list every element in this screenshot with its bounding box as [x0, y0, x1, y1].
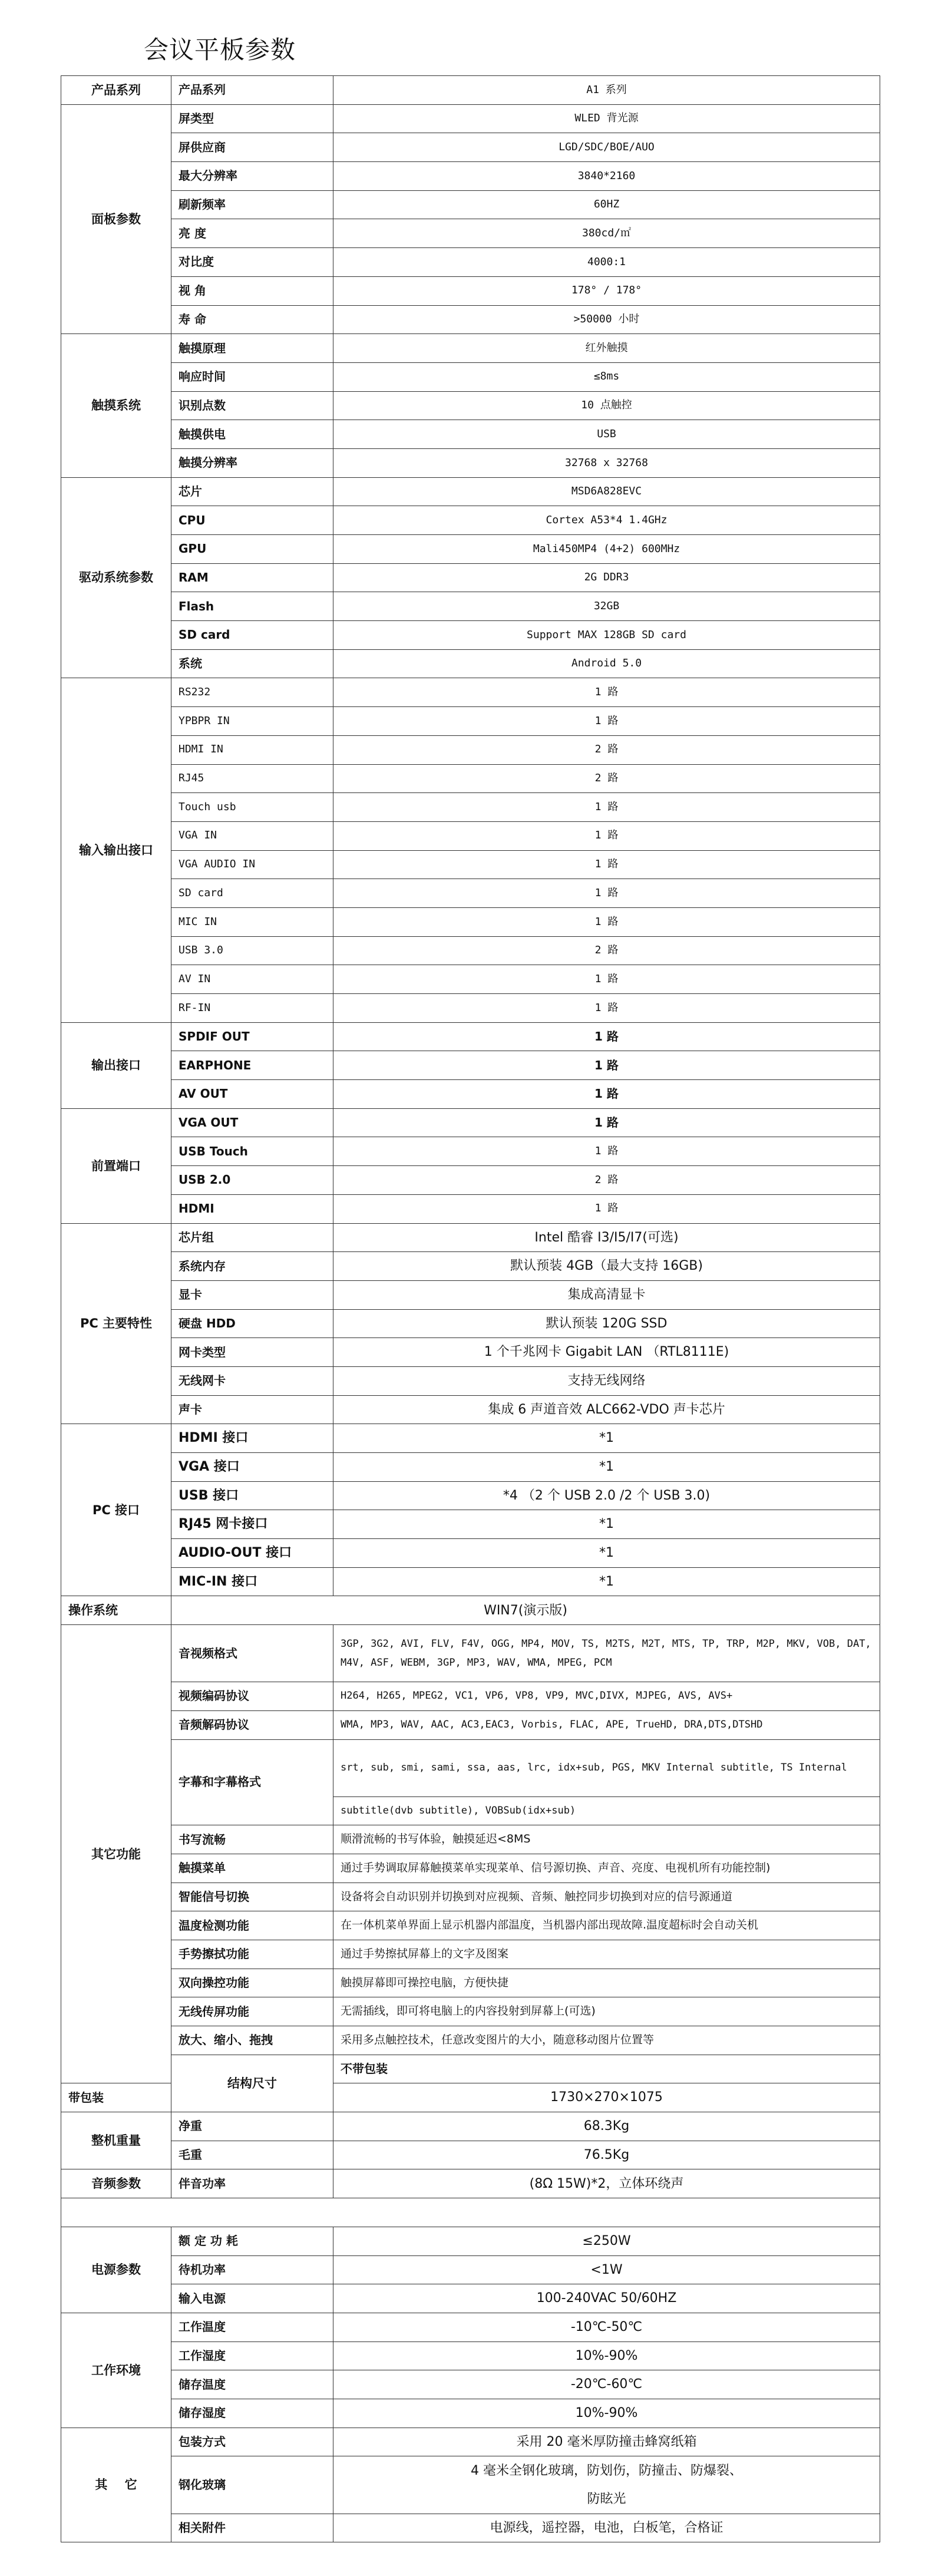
param-value: ≤8ms: [333, 362, 880, 391]
param-name: SD card: [171, 879, 333, 908]
param-name: 亮 度: [171, 219, 333, 248]
param-value: 4000:1: [333, 248, 880, 277]
param-name: USB 2.0: [171, 1166, 333, 1195]
param-name: SD card: [171, 621, 333, 650]
param-value: 1 路: [333, 907, 880, 936]
param-value: 通过手势擦拭屏幕上的文字及图案: [333, 1940, 880, 1969]
param-name: 工作湿度: [171, 2341, 333, 2370]
param-value: 采用 20 毫米厚防撞击蜂窝纸箱: [333, 2428, 880, 2456]
table-row: [61, 1309, 880, 1338]
param-value: H264, H265, MPEG2, VC1, VP6, VP8, VP9, MVC,DIVX, MJPEG, AVS, AVS+: [333, 1682, 880, 1711]
table-row: [61, 448, 880, 477]
param-name: 系统内存: [171, 1252, 333, 1281]
page-title: 会议平板参数: [144, 35, 296, 64]
table-row: [61, 162, 880, 191]
param-value: Intel 酷睿 I3/I5/I7(可选): [333, 1223, 880, 1252]
param-value: 68.3Kg: [333, 2112, 880, 2141]
param-name: 输入电源: [171, 2284, 333, 2313]
table-row: [61, 563, 880, 592]
table-row: [61, 1166, 880, 1195]
table-row: [61, 1280, 880, 1309]
param-value: 默认预装 4GB（最大支持 16GB): [333, 1252, 880, 1281]
section-gap: [61, 2198, 880, 2227]
param-name: 触摸供电: [171, 420, 333, 449]
param-value: Android 5.0: [333, 649, 880, 678]
category-cell: 电源参数: [61, 2227, 171, 2313]
table-row: [61, 1510, 880, 1539]
table-row: [61, 1682, 880, 1711]
param-value: A1 系列: [333, 76, 880, 105]
table-row: [61, 879, 880, 908]
table-row: [61, 907, 880, 936]
table-row: [61, 850, 880, 879]
param-value: -20℃-60℃: [333, 2370, 880, 2399]
param-name: 待机功率: [171, 2255, 333, 2284]
param-name: USB Touch: [171, 1137, 333, 1166]
param-name: RAM: [171, 563, 333, 592]
param-name: 储存湿度: [171, 2399, 333, 2428]
param-value: 设备将会自动识别并切换到对应视频、音频、触控同步切换到对应的信号源通道: [333, 1883, 880, 1911]
table-row: [61, 2341, 880, 2370]
param-name: 识别点数: [171, 391, 333, 420]
param-value: 1 路: [333, 994, 880, 1023]
category-cell: PC 主要特性: [61, 1223, 171, 1424]
category-cell: 整机重量: [61, 2112, 171, 2169]
table-row: [61, 1854, 880, 1883]
table-row: [61, 535, 880, 564]
table-row: [61, 1194, 880, 1223]
param-name: 音频解码协议: [171, 1710, 333, 1739]
param-name: USB 接口: [171, 1481, 333, 1510]
param-name: 书写流畅: [171, 1825, 333, 1854]
param-name: RJ45: [171, 764, 333, 793]
param-name: MIC IN: [171, 907, 333, 936]
table-row: [61, 821, 880, 850]
param-value: 支持无线网络: [333, 1366, 880, 1395]
category-cell: PC 接口: [61, 1424, 171, 1596]
param-value: 2 路: [333, 764, 880, 793]
param-value: subtitle(dvb subtitle), VOBSub(idx+sub): [333, 1796, 880, 1825]
table-row: [61, 305, 880, 334]
table-row: [61, 219, 880, 248]
param-value: Support MAX 128GB SD card: [333, 621, 880, 650]
param-value: 32768 x 32768: [333, 448, 880, 477]
param-value: 4 毫米全钢化玻璃，防划伤，防撞击、防爆裂、: [333, 2456, 880, 2485]
param-value: 红外触摸: [333, 334, 880, 363]
table-row: [61, 1252, 880, 1281]
param-name: 屏供应商: [171, 133, 333, 162]
table-row: [61, 2456, 880, 2485]
param-name: 触摸分辨率: [171, 448, 333, 477]
table-row: [61, 592, 880, 621]
param-value: Mali450MP4 (4+2) 600MHz: [333, 535, 880, 564]
table-row: [61, 1453, 880, 1482]
param-name: 对比度: [171, 248, 333, 277]
param-name: 净重: [171, 2112, 333, 2141]
param-name: 视频编码协议: [171, 1682, 333, 1711]
table-row: [61, 2026, 880, 2055]
category-cell: 其 它: [61, 2428, 171, 2542]
param-name: AUDIO-OUT 接口: [171, 1539, 333, 1568]
param-value: 1 路: [333, 879, 880, 908]
table-row: [61, 1366, 880, 1395]
gap-cell: [61, 2198, 880, 2227]
param-value: USB: [333, 420, 880, 449]
param-value: 10%-90%: [333, 2399, 880, 2428]
param-name: 硬盘 HDD: [171, 1309, 333, 1338]
table-row: [61, 1940, 880, 1969]
param-value: 1 路: [333, 850, 880, 879]
param-value: ≤250W: [333, 2227, 880, 2255]
param-value: -10℃-50℃: [333, 2313, 880, 2341]
table-row: [61, 1424, 880, 1453]
param-name: SPDIF OUT: [171, 1022, 333, 1051]
param-value: >50000 小时: [333, 305, 880, 334]
param-value: *1: [333, 1453, 880, 1482]
param-name: MIC-IN 接口: [171, 1567, 333, 1596]
param-value: 默认预装 120G SSD: [333, 1309, 880, 1338]
table-row: [61, 362, 880, 391]
param-name: 芯片组: [171, 1223, 333, 1252]
table-row: [61, 334, 880, 363]
table-row: [61, 104, 880, 133]
param-value: <1W: [333, 2255, 880, 2284]
param-name: GPU: [171, 535, 333, 564]
param-value: *1: [333, 1424, 880, 1453]
param-value: 1 路: [333, 793, 880, 822]
param-name: VGA IN: [171, 821, 333, 850]
param-value: 触摸屏幕即可操控电脑，方便快捷: [333, 1969, 880, 1997]
param-name: 毛重: [171, 2141, 333, 2169]
param-name: RS232: [171, 678, 333, 707]
table-row: [61, 2255, 880, 2284]
param-name: 触摸菜单: [171, 1854, 333, 1883]
param-name: 音视频格式: [171, 1625, 333, 1682]
table-row: [61, 76, 880, 105]
param-name: 带包装: [61, 2083, 171, 2112]
category-cell: 面板参数: [61, 104, 171, 334]
param-value: 无需插线，即可将电脑上的内容投射到屏幕上(可选): [333, 1997, 880, 2026]
param-name: YPBPR IN: [171, 707, 333, 736]
param-name: 无线网卡: [171, 1366, 333, 1395]
param-name: 寿 命: [171, 305, 333, 334]
table-row: [61, 2399, 880, 2428]
table-row: [61, 2428, 880, 2456]
param-name: Flash: [171, 592, 333, 621]
param-name: EARPHONE: [171, 1051, 333, 1080]
param-name: 手势擦拭功能: [171, 1940, 333, 1969]
table-row: [61, 1883, 880, 1911]
param-name: 声卡: [171, 1395, 333, 1424]
param-value: 1 个千兆网卡 Gigabit LAN （RTL8111E): [333, 1338, 880, 1367]
param-name: 相关附件: [171, 2514, 333, 2542]
param-value: 3840*2160: [333, 162, 880, 191]
param-value: *1: [333, 1539, 880, 1568]
param-value: WLED 背光源: [333, 104, 880, 133]
param-value: 1 路: [333, 821, 880, 850]
table-row: [61, 1108, 880, 1137]
param-name: AV IN: [171, 965, 333, 994]
table-row: [61, 2313, 880, 2341]
param-name: 温度检测功能: [171, 1911, 333, 1940]
param-value: WIN7(演示版): [171, 1596, 880, 1625]
table-row: [61, 1911, 880, 1940]
table-row: [61, 2169, 880, 2198]
param-name: 芯片: [171, 477, 333, 506]
param-value: Cortex A53*4 1.4GHz: [333, 506, 880, 535]
param-value: 集成高清显卡: [333, 1280, 880, 1309]
category-cell: 音频参数: [61, 2169, 171, 2198]
param-value: 通过手势调取屏幕触摸菜单实现菜单、信号源切换、声音、亮度、电视机所有功能控制): [333, 1854, 880, 1883]
param-value: 1 路: [333, 1137, 880, 1166]
param-name: 放大、缩小、拖拽: [171, 2026, 333, 2055]
table-row: [61, 1223, 880, 1252]
param-name: 不带包装: [333, 2055, 880, 2083]
table-row: [61, 190, 880, 219]
table-row: [61, 2370, 880, 2399]
param-name: 无线传屏功能: [171, 1997, 333, 2026]
param-name: 刷新频率: [171, 190, 333, 219]
param-name: 视 角: [171, 276, 333, 305]
param-name: HDMI IN: [171, 735, 333, 764]
table-row: [61, 1625, 880, 1682]
param-value: 10%-90%: [333, 2341, 880, 2370]
param-value: 10 点触控: [333, 391, 880, 420]
table-row: [61, 1481, 880, 1510]
param-name: 系统: [171, 649, 333, 678]
param-name: 显卡: [171, 1280, 333, 1309]
param-name: 储存温度: [171, 2370, 333, 2399]
table-row: [61, 994, 880, 1023]
table-row: [61, 2227, 880, 2255]
param-name: RJ45 网卡接口: [171, 1510, 333, 1539]
param-value: 2 路: [333, 936, 880, 965]
param-name: 响应时间: [171, 362, 333, 391]
param-value: 1 路: [333, 1108, 880, 1137]
table-row: [61, 477, 880, 506]
table-row: [61, 1825, 880, 1854]
table-row: [61, 1739, 880, 1796]
param-name: 包装方式: [171, 2428, 333, 2456]
category-cell: 驱动系统参数: [61, 477, 171, 678]
param-value: 178° / 178°: [333, 276, 880, 305]
param-name: VGA OUT: [171, 1108, 333, 1137]
param-value: WMA, MP3, WAV, AAC, AC3,EAC3, Vorbis, FLAC, APE, TrueHD, DRA,DTS,DTSHD: [333, 1710, 880, 1739]
param-value: srt, sub, smi, sami, ssa, aas, lrc, idx+sub, PGS, MKV Internal subtitle, TS Internal: [333, 1739, 880, 1796]
param-value: 采用多点触控技术，任意改变图片的大小，随意移动图片位置等: [333, 2026, 880, 2055]
table-row: [61, 793, 880, 822]
category-cell: 操作系统: [61, 1596, 171, 1625]
table-row: [61, 2112, 880, 2141]
table-row: [61, 1567, 880, 1596]
table-row: [61, 1080, 880, 1109]
param-name: 产品系列: [171, 76, 333, 105]
param-value: 1 路: [333, 965, 880, 994]
table-row: [61, 276, 880, 305]
param-name: Touch usb: [171, 793, 333, 822]
param-value: 1 路: [333, 678, 880, 707]
spec-table: [61, 75, 880, 2542]
param-name: 智能信号切换: [171, 1883, 333, 1911]
param-name: 额 定 功 耗: [171, 2227, 333, 2255]
param-name: RF-IN: [171, 994, 333, 1023]
category-cell: 结构尺寸: [171, 2055, 333, 2112]
category-cell: 其它功能: [61, 1625, 171, 2083]
category-cell: 前置端口: [61, 1108, 171, 1223]
param-value: 电源线，遥控器，电池，白板笔，合格证: [333, 2514, 880, 2542]
table-row: [61, 391, 880, 420]
param-name: AV OUT: [171, 1080, 333, 1109]
param-value: 32GB: [333, 592, 880, 621]
table-row: [61, 2284, 880, 2313]
table-row: [61, 133, 880, 162]
param-value: 1 路: [333, 1194, 880, 1223]
category-cell: 输出接口: [61, 1022, 171, 1108]
param-value: *4 （2 个 USB 2.0 /2 个 USB 3.0): [333, 1481, 880, 1510]
param-value: 集成 6 声道音效 ALC662-VDO 声卡芯片: [333, 1395, 880, 1424]
table-row: [61, 965, 880, 994]
param-value: 380cd/㎡: [333, 219, 880, 248]
param-value: 1 路: [333, 1080, 880, 1109]
param-value: MSD6A828EVC: [333, 477, 880, 506]
param-name: 钢化玻璃: [171, 2456, 333, 2514]
table-row: [61, 1596, 880, 1625]
param-name: USB 3.0: [171, 936, 333, 965]
param-name: 字幕和字幕格式: [171, 1739, 333, 1825]
param-value: 2 路: [333, 735, 880, 764]
param-value: *1: [333, 1567, 880, 1596]
param-name: HDMI 接口: [171, 1424, 333, 1453]
param-name: 屏类型: [171, 104, 333, 133]
param-value: (8Ω 15W)*2，立体环绕声: [333, 2169, 880, 2198]
param-name: 最大分辨率: [171, 162, 333, 191]
table-row: [61, 506, 880, 535]
param-value: 在一体机菜单界面上显示机器内部温度，当机器内部出现故障.温度超标时会自动关机: [333, 1911, 880, 1940]
category-cell: 触摸系统: [61, 334, 171, 477]
table-row: [61, 420, 880, 449]
param-value: 100-240VAC 50/60HZ: [333, 2284, 880, 2313]
table-row: [61, 621, 880, 650]
param-value: 76.5Kg: [333, 2141, 880, 2169]
param-value: 2G DDR3: [333, 563, 880, 592]
table-row: [61, 764, 880, 793]
table-row: [61, 649, 880, 678]
table-row: [61, 2514, 880, 2542]
param-value: 3GP, 3G2, AVI, FLV, F4V, OGG, MP4, MOV, TS, M2TS, M2T, MTS, TP, TRP, M2P, MKV, VOB, DAT, M4V, ASF, WEBM, 3GP, MP3, WAV, WMA, MPEG, PCM: [333, 1625, 880, 1682]
table-row: [61, 2055, 880, 2083]
param-name: VGA 接口: [171, 1453, 333, 1482]
param-name: 触摸原理: [171, 334, 333, 363]
category-cell: 输入输出接口: [61, 678, 171, 1022]
param-value: 2 路: [333, 1166, 880, 1195]
category-cell: 工作环境: [61, 2313, 171, 2428]
param-value: 防眩光: [333, 2485, 880, 2514]
table-row: [61, 1338, 880, 1367]
param-name: 伴音功率: [171, 2169, 333, 2198]
param-name: HDMI: [171, 1194, 333, 1223]
table-row: [61, 1395, 880, 1424]
param-name: CPU: [171, 506, 333, 535]
table-row: [61, 1539, 880, 1568]
param-value: 1 路: [333, 707, 880, 736]
param-value: LGD/SDC/BOE/AUO: [333, 133, 880, 162]
param-name: 双向操控功能: [171, 1969, 333, 1997]
table-row: [61, 1997, 880, 2026]
category-cell: 产品系列: [61, 76, 171, 105]
param-name: 工作温度: [171, 2313, 333, 2341]
table-row: [61, 248, 880, 277]
table-row: [61, 1022, 880, 1051]
param-name: 网卡类型: [171, 1338, 333, 1367]
param-value: 1 路: [333, 1022, 880, 1051]
table-row: [61, 1969, 880, 1997]
param-value: 1730×270×1075: [333, 2083, 880, 2112]
table-row: [61, 2141, 880, 2169]
table-row: [61, 936, 880, 965]
table-row: [61, 1051, 880, 1080]
table-row: [61, 1710, 880, 1739]
table-row: [61, 735, 880, 764]
table-row: [61, 678, 880, 707]
param-value: 1 路: [333, 1051, 880, 1080]
param-value: 60HZ: [333, 190, 880, 219]
param-value: 顺滑流畅的书写体验，触摸延迟<8MS: [333, 1825, 880, 1854]
table-row: [61, 707, 880, 736]
param-name: VGA AUDIO IN: [171, 850, 333, 879]
param-value: *1: [333, 1510, 880, 1539]
table-row: [61, 1137, 880, 1166]
